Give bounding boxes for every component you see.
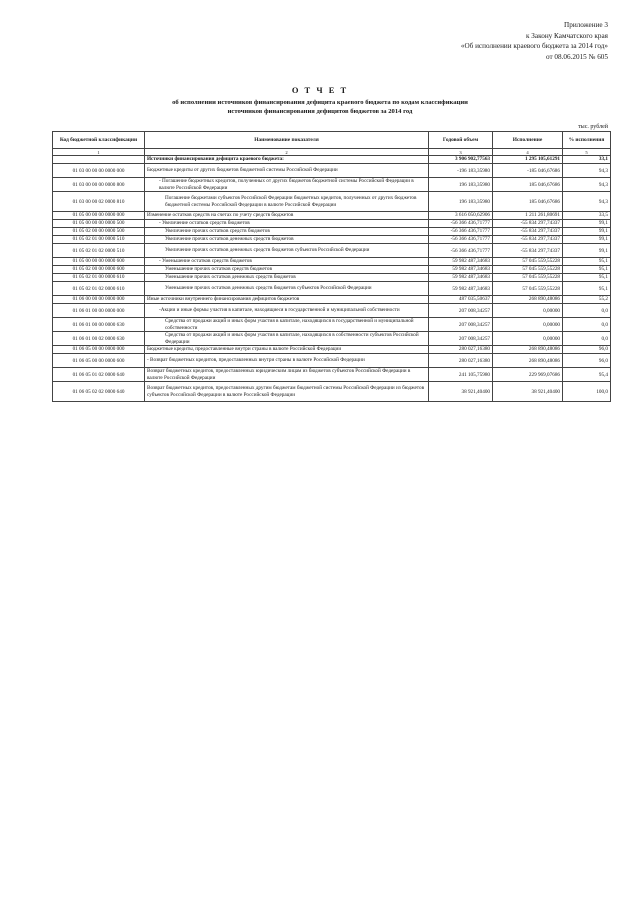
row-code: 01 05 00 00 00 0000 500 xyxy=(53,220,145,228)
table-row xyxy=(53,368,611,382)
report-subtitle-line-2: источников финансирования дефицитов бюджетов за 2014 год xyxy=(227,108,413,115)
table-row xyxy=(53,236,611,244)
row-pct: 95,1 xyxy=(563,266,611,274)
row-code: 01 03 00 00 00 0000 800 xyxy=(53,178,145,192)
table-row xyxy=(53,212,611,220)
row-name: Бюджетные кредиты, предоставленные внутри страны в валюте Российской Федерации xyxy=(145,346,429,354)
row-name: - Погашение бюджетных кредитов, полученных от других бюджетов бюджетной системы Российской Федерации в валюте Российской Федерации xyxy=(145,178,429,192)
row-code: 01 05 02 01 02 0000 610 xyxy=(53,282,145,296)
row-plan: 3 616 050,62906 xyxy=(429,212,493,220)
row-name: Увеличение прочих остатков денежных средств бюджетов субъектов Российской Федерации xyxy=(145,244,429,258)
row-exec: 185 046,67686 xyxy=(493,178,563,192)
row-name: Источники финансирования дефицита краевого бюджета: xyxy=(145,156,429,164)
row-name: -Акции и иные формы участия в капитале, находящиеся в государственной и муниципальной собственности xyxy=(145,304,429,318)
row-plan: 38 921,40400 xyxy=(429,382,493,402)
table-header-row xyxy=(53,132,611,149)
row-pct: 55,2 xyxy=(563,296,611,304)
report-title: О Т Ч Е Т xyxy=(291,85,349,95)
row-pct: 96,0 xyxy=(563,346,611,354)
column-number: 4 xyxy=(493,149,563,156)
units-label: тыс. рублей xyxy=(578,124,608,130)
row-pct: 0,0 xyxy=(563,318,611,332)
report-subtitle xyxy=(0,98,640,116)
row-plan: 241 105,75980 xyxy=(429,368,493,382)
row-exec: -55 834 297,74337 xyxy=(493,228,563,236)
row-plan: 207 008,34257 xyxy=(429,304,493,318)
row-code: 01 06 05 00 00 0000 600 xyxy=(53,354,145,368)
table-row xyxy=(53,244,611,258)
row-plan: 207 008,34257 xyxy=(429,332,493,346)
column-number: 3 xyxy=(429,149,493,156)
row-plan: 280 027,16380 xyxy=(429,354,493,368)
report-subtitle-line-1: об исполнении источников финансирования дефицита краевого бюджета по кодам классификации xyxy=(172,99,468,106)
row-pct: 33,1 xyxy=(563,156,611,164)
row-pct: 95,1 xyxy=(563,258,611,266)
row-code: 01 05 00 00 00 0000 000 xyxy=(53,212,145,220)
row-plan: 59 982 487,34683 xyxy=(429,258,493,266)
row-code: 01 03 00 00 00 0000 000 xyxy=(53,164,145,178)
table-row xyxy=(53,274,611,282)
table-row xyxy=(53,318,611,332)
row-code: 01 06 05 01 02 0000 640 xyxy=(53,368,145,382)
column-number: 5 xyxy=(563,149,611,156)
row-plan: 487 035,50637 xyxy=(429,296,493,304)
table-row xyxy=(53,354,611,368)
row-code: 01 05 02 00 00 0000 500 xyxy=(53,228,145,236)
row-code: 01 05 02 01 00 0000 610 xyxy=(53,274,145,282)
row-exec: 57 045 559,55228 xyxy=(493,282,563,296)
row-code: 01 05 02 01 00 0000 510 xyxy=(53,236,145,244)
row-pct: 95,1 xyxy=(563,274,611,282)
row-name: Средства от продажи акций и иных форм участия в капитале, находящихся в государственной и муниципальной собственности xyxy=(145,318,429,332)
header-plan: Годовой объем xyxy=(429,132,493,149)
row-pct: 96,0 xyxy=(563,354,611,368)
row-pct: 99,1 xyxy=(563,228,611,236)
row-plan: 59 982 487,34683 xyxy=(429,274,493,282)
row-exec: 268 890,48086 xyxy=(493,346,563,354)
row-pct: 33,5 xyxy=(563,212,611,220)
row-exec: 57 045 559,55228 xyxy=(493,266,563,274)
header-code: Код бюджетной классификации xyxy=(53,132,145,149)
appendix-line-3: «Об исполнении краевого бюджета за 2014 год» xyxy=(460,42,608,50)
header-name: Наименование показателя xyxy=(145,132,429,149)
table-row xyxy=(53,282,611,296)
row-code: 01 06 01 00 02 0000 630 xyxy=(53,332,145,346)
sources-table xyxy=(52,131,611,402)
row-code: 01 06 01 00 00 0000 630 xyxy=(53,318,145,332)
row-code: 01 03 00 00 02 0000 810 xyxy=(53,192,145,212)
appendix-header xyxy=(461,20,608,62)
header-exec: Исполнение xyxy=(493,132,563,149)
column-number-row xyxy=(53,149,611,156)
row-name: Возврат бюджетных кредитов, предоставленных другим бюджетам бюджетной системы Российской Федерации из бюджетов субъектов Российской Федерации в валюте Российской Федерации xyxy=(145,382,429,402)
row-code: 01 05 00 00 00 0000 600 xyxy=(53,258,145,266)
row-code: 01 06 05 00 00 0000 000 xyxy=(53,346,145,354)
row-pct: 94,3 xyxy=(563,178,611,192)
row-code xyxy=(53,156,145,164)
row-plan: 59 982 487,34683 xyxy=(429,266,493,274)
table-row xyxy=(53,220,611,228)
row-name: Погашение бюджетами субъектов Российской Федерации бюджетных кредитов, полученных от других бюджетов бюджетной системы Российской Федерации в валюте Российской Федерации xyxy=(145,192,429,212)
row-exec: -55 834 297,74337 xyxy=(493,244,563,258)
row-exec: 57 045 559,55228 xyxy=(493,274,563,282)
row-plan: 207 008,34257 xyxy=(429,318,493,332)
row-exec: 38 921,40400 xyxy=(493,382,563,402)
row-plan: -56 366 436,71777 xyxy=(429,236,493,244)
header-pct: % исполнения xyxy=(563,132,611,149)
row-pct: 94,3 xyxy=(563,192,611,212)
row-code: 01 06 01 00 00 0000 000 xyxy=(53,304,145,318)
row-exec: -55 834 297,74337 xyxy=(493,236,563,244)
column-number: 2 xyxy=(145,149,429,156)
row-plan: -196 183,35980 xyxy=(429,164,493,178)
row-exec: 1 295 105,61291 xyxy=(493,156,563,164)
row-plan: 3 906 902,77563 xyxy=(429,156,493,164)
row-exec: 268 890,48086 xyxy=(493,296,563,304)
row-name: Возврат бюджетных кредитов, предоставленных юридическим лицам из бюджетов субъектов Российской Федерации в валюте Российской Федерации xyxy=(145,368,429,382)
row-plan: 196 183,35980 xyxy=(429,178,493,192)
table-row xyxy=(53,156,611,164)
row-plan: 196 183,35980 xyxy=(429,192,493,212)
appendix-line-4: от 08.06.2015 № 605 xyxy=(545,52,608,61)
row-pct: 95,4 xyxy=(563,368,611,382)
row-exec: 0,00000 xyxy=(493,318,563,332)
row-code: 01 05 02 01 02 0000 510 xyxy=(53,244,145,258)
row-name: - Увеличение остатков средств бюджетов xyxy=(145,220,429,228)
appendix-line-2: к Закону Камчатского края xyxy=(526,31,608,40)
row-pct: 0,0 xyxy=(563,304,611,318)
table-row xyxy=(53,266,611,274)
row-code: 01 06 00 00 00 0000 000 xyxy=(53,296,145,304)
row-pct: 99,1 xyxy=(563,236,611,244)
row-name: Уменьшение прочих остатков средств бюджетов xyxy=(145,266,429,274)
table-row xyxy=(53,228,611,236)
row-name: Увеличение прочих остатков денежных средств бюджетов xyxy=(145,236,429,244)
row-name: - Уменьшение остатков средств бюджетов xyxy=(145,258,429,266)
table-row xyxy=(53,178,611,192)
row-plan: 59 982 487,34683 xyxy=(429,282,493,296)
row-name: Изменение остатков средств на счетах по учету средств бюджетов xyxy=(145,212,429,220)
row-name: Бюджетные кредиты от других бюджетов бюджетной системы Российской Федерации xyxy=(145,164,429,178)
row-plan: -56 366 436,71777 xyxy=(429,228,493,236)
row-name: Уменьшение прочих остатков денежных средств бюджетов субъектов Российской Федерации xyxy=(145,282,429,296)
row-plan: 280 027,16380 xyxy=(429,346,493,354)
column-number: 1 xyxy=(53,149,145,156)
row-name: Увеличение прочих остатков средств бюджетов xyxy=(145,228,429,236)
row-name: - Возврат бюджетных кредитов, предоставленных внутри страны в валюте Российской Федерации xyxy=(145,354,429,368)
row-pct: 0,0 xyxy=(563,332,611,346)
row-pct: 94,3 xyxy=(563,164,611,178)
row-name: Средства от продажи акций и иных форм участия в капитале, находящихся в собственности субъектов Российской Федерации xyxy=(145,332,429,346)
row-exec: 1 211 261,80691 xyxy=(493,212,563,220)
table-row xyxy=(53,346,611,354)
table-row xyxy=(53,258,611,266)
row-pct: 99,1 xyxy=(563,220,611,228)
row-code: 01 05 02 00 00 0000 600 xyxy=(53,266,145,274)
row-exec: 229 969,07686 xyxy=(493,368,563,382)
row-code: 01 06 05 02 02 0000 640 xyxy=(53,382,145,402)
row-exec: 268 890,48086 xyxy=(493,354,563,368)
table-row xyxy=(53,296,611,304)
row-exec: 0,00000 xyxy=(493,304,563,318)
table-row xyxy=(53,382,611,402)
table-row xyxy=(53,192,611,212)
row-plan: -56 366 436,71777 xyxy=(429,244,493,258)
row-name: Иные источники внутреннего финансирования дефицитов бюджетов xyxy=(145,296,429,304)
row-exec: 185 046,67686 xyxy=(493,192,563,212)
table-row xyxy=(53,164,611,178)
row-pct: 99,1 xyxy=(563,244,611,258)
row-pct: 95,1 xyxy=(563,282,611,296)
row-exec: -55 834 297,74337 xyxy=(493,220,563,228)
row-exec: 0,00000 xyxy=(493,332,563,346)
table-row xyxy=(53,304,611,318)
row-exec: -185 046,67686 xyxy=(493,164,563,178)
row-pct: 100,0 xyxy=(563,382,611,402)
table-row xyxy=(53,332,611,346)
row-plan: -56 366 436,71777 xyxy=(429,220,493,228)
row-name: Уменьшение прочих остатков денежных средств бюджетов xyxy=(145,274,429,282)
appendix-line-1: Приложение 3 xyxy=(564,21,608,29)
row-exec: 57 045 559,55228 xyxy=(493,258,563,266)
